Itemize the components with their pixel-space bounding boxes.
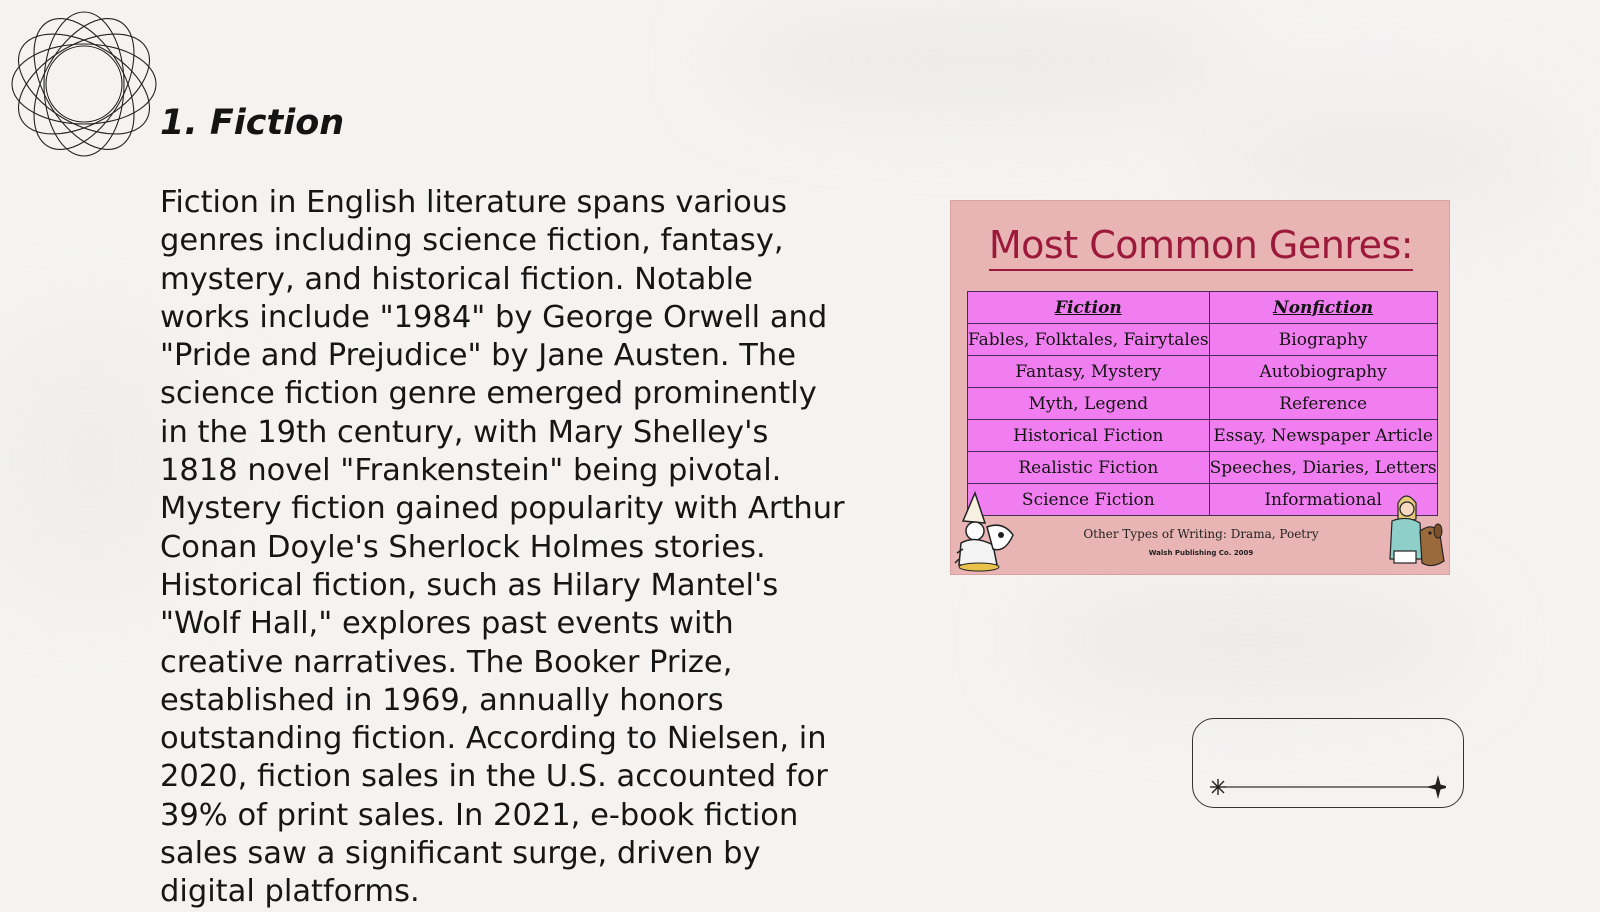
genres-title: Most Common Genres: [988, 223, 1414, 267]
genres-table [967, 291, 1438, 516]
nonfiction-cell: Speeches, Diaries, Letters [1209, 452, 1437, 484]
body-paragraph: Fiction in English literature spans various genres including science fiction, fantasy, mystery, and historical fiction. Notable works include "1984" by George Orwell and "Pride and Prejudice" by Jane Austen. The science fiction genre emerged prominently in the 19th century, with Mary Shelley's 1818 novel "Frankenstein" being pivotal. Mystery fiction gained popularity with Arthur Conan Doyle's Sherlock Holmes stories. Historical fiction, such as Hilary Mantel's "Wolf Hall," explores past events with creative narratives. The Booker Prize, established in 1969, annually honors outstanding fiction. According to Nielsen, in 2020, fiction sales in the U.S. accounted for 39% of print sales. In 2021, e-book fiction sales saw a significant surge, driven by digital platforms. [160, 185, 845, 910]
nonfiction-cell: Informational [1209, 484, 1437, 516]
table-row [968, 388, 1438, 420]
header-nonfiction: Nonfiction [1209, 292, 1437, 324]
fiction-cell: Realistic Fiction [968, 452, 1210, 484]
table-row [968, 452, 1438, 484]
table-row [968, 356, 1438, 388]
sparkle-icon [1210, 779, 1226, 795]
fiction-cell: Myth, Legend [968, 388, 1210, 420]
table-header-row [968, 292, 1438, 324]
fiction-cell: Fantasy, Mystery [968, 356, 1210, 388]
girl-with-dog-clipart [1386, 491, 1448, 573]
other-types-note: Other Types of Writing: Drama, Poetry [1083, 527, 1319, 541]
table-row [968, 324, 1438, 356]
concentric-rings-icon [8, 8, 160, 160]
nonfiction-cell: Reference [1209, 388, 1437, 420]
fiction-cell: Fables, Folktales, Fairytales [968, 324, 1210, 356]
table-row [968, 420, 1438, 452]
decorative-line [1206, 775, 1446, 805]
nonfiction-cell: Biography [1209, 324, 1437, 356]
header-fiction: Fiction [968, 292, 1210, 324]
nonfiction-cell: Autobiography [1209, 356, 1437, 388]
genres-title-underline [989, 269, 1413, 271]
publisher-credit: Walsh Publishing Co. 2009 [1148, 549, 1254, 557]
fiction-cell: Historical Fiction [968, 420, 1210, 452]
nonfiction-cell: Essay, Newspaper Article [1209, 420, 1437, 452]
genres-image [950, 200, 1450, 575]
fiction-cell: Science Fiction [968, 484, 1210, 516]
cross-star-icon [1426, 775, 1446, 799]
wizard-clipart [953, 491, 1021, 573]
slide-title: 1. Fiction [160, 103, 345, 143]
table-row [968, 484, 1438, 516]
